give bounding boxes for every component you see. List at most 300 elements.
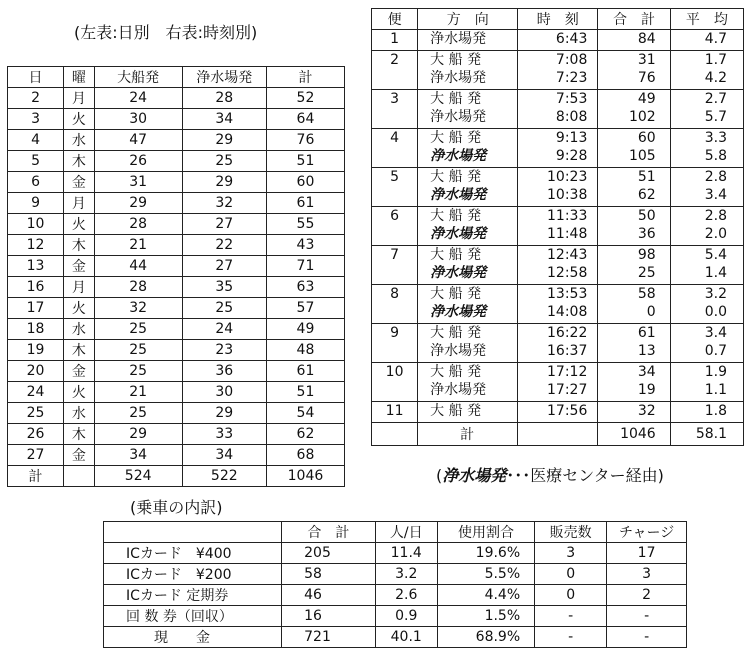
hourly-cell-dir	[418, 30, 518, 51]
hourly-row	[372, 51, 744, 90]
hourly-cell-avg	[670, 90, 743, 129]
breakdown-cell-ratio: 5.5%	[437, 564, 534, 585]
hourly-bin-number: 1	[390, 31, 400, 47]
daily-cell-weekday: 火	[64, 109, 95, 130]
daily-cell-ofuna: 34	[94, 445, 182, 466]
hourly-total-label: 計	[418, 423, 518, 446]
hourly-time: 17:56	[547, 403, 588, 419]
daily-row	[8, 88, 345, 109]
hourly-cell-bin	[372, 246, 418, 285]
daily-cell-jyosui: 27	[182, 214, 266, 235]
breakdown-cell-charge: -	[607, 627, 687, 648]
daily-cell-day: 2	[8, 88, 64, 109]
hourly-time: 13:53	[547, 286, 588, 302]
breakdown-cell-charge: 3	[607, 564, 687, 585]
daily-cell-weekday: 木	[64, 424, 95, 445]
daily-cell-jyosui: 25	[182, 151, 266, 172]
daily-header-row	[8, 67, 345, 88]
hourly-average: 5.4	[704, 247, 727, 263]
daily-cell-day: 26	[8, 424, 64, 445]
daily-cell-ofuna: 21	[94, 382, 182, 403]
hourly-cell-sum	[598, 363, 670, 402]
breakdown-row	[104, 606, 687, 627]
daily-cell-jyosui: 27	[182, 256, 266, 277]
hourly-direction: 大 船 発	[430, 91, 482, 107]
breakdown-cell-ratio: 19.6%	[437, 543, 534, 564]
daily-cell-weekday: 月	[64, 277, 95, 298]
daily-cell-total: 52	[266, 88, 344, 109]
daily-row	[8, 277, 345, 298]
hourly-sum: 50	[637, 208, 656, 224]
daily-cell-ofuna: 28	[94, 277, 182, 298]
daily-cell-jyosui: 30	[182, 382, 266, 403]
hourly-cell-avg	[670, 207, 743, 246]
daily-cell-ofuna: 25	[94, 361, 182, 382]
daily-cell-jyosui: 23	[182, 340, 266, 361]
hourly-cell-avg	[670, 246, 743, 285]
hourly-cell-dir	[418, 246, 518, 285]
daily-cell-jyosui: 35	[182, 277, 266, 298]
hourly-cell-bin	[372, 51, 418, 90]
hourly-sum: 61	[637, 325, 656, 341]
hourly-direction: 浄水場発	[430, 304, 487, 320]
daily-cell-weekday: 金	[64, 361, 95, 382]
hourly-cell-time	[518, 402, 598, 423]
daily-cell-day: 3	[8, 109, 64, 130]
breakdown-cell-per-day: 3.2	[375, 564, 437, 585]
daily-cell-jyosui: 32	[182, 193, 266, 214]
hourly-direction: 浄水場発	[430, 148, 487, 164]
daily-cell-total: 51	[266, 151, 344, 172]
daily-cell-ofuna: 47	[94, 130, 182, 151]
daily-row	[8, 382, 345, 403]
route-note	[436, 463, 664, 486]
hourly-cell-dir	[418, 402, 518, 423]
hourly-direction: 浄水場発	[430, 343, 487, 359]
hourly-cell-dir	[418, 51, 518, 90]
hourly-total-row	[372, 423, 744, 446]
hourly-direction: 浄水場発	[430, 265, 487, 281]
daily-cell-total: 76	[266, 130, 344, 151]
hourly-average: 5.8	[704, 148, 727, 164]
hourly-cell-avg	[670, 129, 743, 168]
daily-cell-total: 63	[266, 277, 344, 298]
hourly-average: 3.4	[704, 187, 727, 203]
daily-row	[8, 151, 345, 172]
hourly-cell-avg	[670, 402, 743, 423]
hourly-cell-bin	[372, 324, 418, 363]
hourly-direction: 大 船 発	[430, 52, 482, 68]
daily-cell-weekday: 木	[64, 235, 95, 256]
hourly-cell-sum	[598, 207, 670, 246]
daily-cell-total: 57	[266, 298, 344, 319]
daily-row	[8, 340, 345, 361]
breakdown-cell-charge: 2	[607, 585, 687, 606]
hourly-average: 0.7	[704, 343, 727, 359]
hourly-cell-sum	[598, 402, 670, 423]
hourly-time: 8:08	[555, 109, 588, 125]
breakdown-header-blank	[104, 522, 282, 543]
daily-cell-jyosui: 22	[182, 235, 266, 256]
breakdown-cell-charge: -	[607, 606, 687, 627]
breakdown-cell-label: 回 数 券（回収）	[104, 606, 282, 627]
breakdown-header-per-day: 人/日	[375, 522, 437, 543]
daily-cell-day: 12	[8, 235, 64, 256]
daily-total-jyosui: 522	[182, 466, 266, 487]
hourly-bin-number: 11	[385, 403, 404, 419]
breakdown-cell-total: 46	[282, 585, 376, 606]
daily-header-day: 日	[8, 67, 64, 88]
hourly-average: 1.9	[704, 364, 727, 380]
daily-cell-jyosui: 24	[182, 319, 266, 340]
hourly-row	[372, 168, 744, 207]
hourly-bin-number: 6	[390, 208, 400, 224]
hourly-header-sum: 合 計	[598, 9, 670, 30]
daily-cell-day: 19	[8, 340, 64, 361]
hourly-cell-sum	[598, 129, 670, 168]
daily-cell-weekday: 水	[64, 130, 95, 151]
daily-cell-total: 51	[266, 382, 344, 403]
hourly-direction: 浄水場発	[430, 109, 487, 125]
daily-cell-weekday: 金	[64, 172, 95, 193]
hourly-cell-sum	[598, 168, 670, 207]
hourly-cell-dir	[418, 285, 518, 324]
daily-cell-weekday: 木	[64, 340, 95, 361]
breakdown-body	[104, 543, 687, 648]
hourly-direction: 大 船 発	[430, 130, 482, 146]
daily-cell-total: 55	[266, 214, 344, 235]
breakdown-cell-charge: 17	[607, 543, 687, 564]
hourly-average: 3.4	[704, 325, 727, 341]
hourly-sum: 34	[637, 364, 656, 380]
hourly-direction: 浄水場発	[430, 382, 487, 398]
hourly-sum: 60	[637, 130, 656, 146]
hourly-direction: 大 船 発	[430, 286, 482, 302]
hourly-direction: 浄水場発	[430, 226, 487, 242]
hourly-time: 7:08	[555, 52, 588, 68]
hourly-time: 16:22	[547, 325, 588, 341]
daily-cell-total: 68	[266, 445, 344, 466]
daily-header-weekday: 曜	[64, 67, 95, 88]
daily-row	[8, 172, 345, 193]
hourly-sum: 49	[637, 91, 656, 107]
daily-cell-day: 17	[8, 298, 64, 319]
daily-total-ofuna: 524	[94, 466, 182, 487]
hourly-cell-bin	[372, 30, 418, 51]
hourly-cell-sum	[598, 324, 670, 363]
daily-cell-day: 18	[8, 319, 64, 340]
hourly-cell-dir	[418, 90, 518, 129]
hourly-time: 9:28	[555, 148, 588, 164]
daily-cell-ofuna: 24	[94, 88, 182, 109]
hourly-bin-number: 10	[385, 364, 404, 380]
hourly-time: 14:08	[547, 304, 588, 320]
hourly-sum: 25	[637, 265, 656, 281]
daily-cell-weekday: 金	[64, 256, 95, 277]
hourly-sum: 98	[637, 247, 656, 263]
hourly-sum: 62	[637, 187, 656, 203]
hourly-sum: 0	[646, 304, 656, 320]
hourly-cell-bin	[372, 285, 418, 324]
hourly-cell-time	[518, 324, 598, 363]
hourly-cell-time	[518, 168, 598, 207]
hourly-cell-avg	[670, 363, 743, 402]
hourly-header-average: 平 均	[670, 9, 743, 30]
hourly-time: 12:43	[547, 247, 588, 263]
hourly-cell-sum	[598, 285, 670, 324]
hourly-sum: 32	[637, 403, 656, 419]
daily-cell-day: 13	[8, 256, 64, 277]
daily-cell-jyosui: 29	[182, 130, 266, 151]
daily-row	[8, 319, 345, 340]
hourly-average: 4.7	[704, 31, 727, 47]
daily-cell-ofuna: 25	[94, 319, 182, 340]
breakdown-cell-total: 721	[282, 627, 376, 648]
breakdown-cell-total: 58	[282, 564, 376, 585]
hourly-cell-time	[518, 51, 598, 90]
hourly-row	[372, 285, 744, 324]
hourly-bin-number: 4	[390, 130, 400, 146]
daily-total-row	[8, 466, 345, 487]
hourly-direction: 大 船 発	[430, 325, 482, 341]
breakdown-row	[104, 543, 687, 564]
hourly-time: 17:27	[547, 382, 588, 398]
hourly-total-average: 58.1	[670, 423, 743, 446]
breakdown-cell-label: ICカード ¥400	[104, 543, 282, 564]
daily-row	[8, 214, 345, 235]
hourly-direction: 浄水場発	[430, 70, 487, 86]
hourly-time: 9:13	[555, 130, 588, 146]
hourly-body	[372, 30, 744, 423]
breakdown-cell-per-day: 11.4	[375, 543, 437, 564]
hourly-total-time	[518, 423, 598, 446]
hourly-row	[372, 246, 744, 285]
hourly-total-sum: 1046	[598, 423, 670, 446]
hourly-cell-sum	[598, 30, 670, 51]
daily-cell-jyosui: 29	[182, 403, 266, 424]
daily-cell-day: 10	[8, 214, 64, 235]
daily-cell-day: 25	[8, 403, 64, 424]
hourly-direction: 大 船 発	[430, 208, 482, 224]
daily-cell-weekday: 火	[64, 298, 95, 319]
hourly-cell-sum	[598, 246, 670, 285]
daily-row	[8, 256, 345, 277]
hourly-time: 17:12	[547, 364, 588, 380]
breakdown-cell-sold: 0	[535, 585, 607, 606]
hourly-time: 11:33	[547, 208, 588, 224]
daily-cell-day: 5	[8, 151, 64, 172]
hourly-time: 6:43	[555, 31, 588, 47]
hourly-bin-number: 2	[390, 52, 400, 68]
daily-cell-ofuna: 32	[94, 298, 182, 319]
hourly-cell-time	[518, 30, 598, 51]
daily-cell-ofuna: 21	[94, 235, 182, 256]
breakdown-cell-per-day: 2.6	[375, 585, 437, 606]
hourly-row	[372, 207, 744, 246]
hourly-sum: 51	[637, 169, 656, 185]
breakdown-cell-sold: 3	[535, 543, 607, 564]
daily-cell-weekday: 月	[64, 88, 95, 109]
hourly-row	[372, 324, 744, 363]
daily-cell-total: 54	[266, 403, 344, 424]
hourly-cell-avg	[670, 285, 743, 324]
hourly-bin-number: 5	[390, 169, 400, 185]
daily-row	[8, 445, 345, 466]
breakdown-row	[104, 627, 687, 648]
daily-cell-total: 61	[266, 361, 344, 382]
breakdown-cell-sold: 0	[535, 564, 607, 585]
hourly-cell-dir	[418, 207, 518, 246]
breakdown-cell-sold: -	[535, 606, 607, 627]
hourly-time: 7:23	[555, 70, 588, 86]
hourly-cell-bin	[372, 402, 418, 423]
hourly-header-direction: 方 向	[418, 9, 518, 30]
hourly-cell-bin	[372, 129, 418, 168]
breakdown-title: (乗車の内訳)	[130, 498, 223, 517]
hourly-average: 2.8	[704, 169, 727, 185]
hourly-cell-dir	[418, 168, 518, 207]
hourly-bin-number: 3	[390, 91, 400, 107]
hourly-average: 1.1	[704, 382, 727, 398]
hourly-cell-sum	[598, 90, 670, 129]
daily-header-jyosui: 浄水場発	[182, 67, 266, 88]
daily-row	[8, 235, 345, 256]
hourly-header-bin: 便	[372, 9, 418, 30]
hourly-average: 0.0	[704, 304, 727, 320]
daily-cell-ofuna: 30	[94, 109, 182, 130]
daily-cell-day: 4	[8, 130, 64, 151]
daily-cell-ofuna: 31	[94, 172, 182, 193]
daily-cell-jyosui: 36	[182, 361, 266, 382]
hourly-sum: 36	[637, 226, 656, 242]
breakdown-row	[104, 585, 687, 606]
hourly-total-bin	[372, 423, 418, 446]
hourly-cell-dir	[418, 363, 518, 402]
daily-header-total: 計	[266, 67, 344, 88]
hourly-time: 12:58	[547, 265, 588, 281]
daily-cell-ofuna: 44	[94, 256, 182, 277]
daily-cell-jyosui: 33	[182, 424, 266, 445]
hourly-bin-number: 8	[390, 286, 400, 302]
breakdown-table	[103, 521, 687, 648]
hourly-time: 10:23	[547, 169, 588, 185]
hourly-row	[372, 363, 744, 402]
daily-cell-jyosui: 28	[182, 88, 266, 109]
daily-cell-weekday: 水	[64, 319, 95, 340]
hourly-direction: 浄水場発	[430, 187, 487, 203]
breakdown-cell-sold: -	[535, 627, 607, 648]
hourly-sum: 31	[637, 52, 656, 68]
hourly-average: 2.7	[704, 91, 727, 107]
hourly-row	[372, 30, 744, 51]
daily-cell-total: 49	[266, 319, 344, 340]
hourly-bin-number: 7	[390, 247, 400, 263]
route-note-italic: 浄水場発	[442, 466, 507, 485]
hourly-cell-avg	[670, 324, 743, 363]
daily-cell-ofuna: 26	[94, 151, 182, 172]
hourly-cell-bin	[372, 90, 418, 129]
daily-row	[8, 298, 345, 319]
hourly-direction: 浄水場発	[430, 31, 487, 47]
daily-cell-total: 64	[266, 109, 344, 130]
daily-cell-day: 27	[8, 445, 64, 466]
hourly-header-row	[372, 9, 744, 30]
daily-cell-total: 61	[266, 193, 344, 214]
hourly-cell-bin	[372, 207, 418, 246]
daily-cell-ofuna: 29	[94, 193, 182, 214]
breakdown-row	[104, 564, 687, 585]
hourly-sum: 102	[628, 109, 656, 125]
hourly-sum: 105	[628, 148, 656, 164]
breakdown-header-ratio: 使用割合	[437, 522, 534, 543]
daily-row	[8, 361, 345, 382]
daily-cell-weekday: 火	[64, 214, 95, 235]
hourly-direction: 大 船 発	[430, 403, 482, 419]
daily-row	[8, 424, 345, 445]
hourly-cell-time	[518, 90, 598, 129]
hourly-table	[371, 8, 744, 446]
breakdown-cell-ratio: 68.9%	[437, 627, 534, 648]
hourly-cell-avg	[670, 30, 743, 51]
breakdown-cell-ratio: 4.4%	[437, 585, 534, 606]
breakdown-cell-total: 16	[282, 606, 376, 627]
hourly-cell-time	[518, 207, 598, 246]
daily-total-label: 計	[8, 466, 64, 487]
hourly-average: 3.2	[704, 286, 727, 302]
daily-cell-total: 71	[266, 256, 344, 277]
hourly-time: 10:38	[547, 187, 588, 203]
route-note-rest: ･･･医療センター経由)	[506, 466, 664, 485]
daily-cell-weekday: 火	[64, 382, 95, 403]
daily-cell-total: 60	[266, 172, 344, 193]
breakdown-cell-label: ICカード ¥200	[104, 564, 282, 585]
daily-cell-day: 20	[8, 361, 64, 382]
daily-cell-total: 62	[266, 424, 344, 445]
hourly-direction: 大 船 発	[430, 169, 482, 185]
breakdown-header-charge: チャージ	[607, 522, 687, 543]
hourly-sum: 84	[637, 31, 656, 47]
hourly-sum: 19	[637, 382, 656, 398]
route-note-open: (	[436, 466, 443, 485]
daily-cell-jyosui: 34	[182, 109, 266, 130]
hourly-average: 1.4	[704, 265, 727, 281]
hourly-average: 5.7	[704, 109, 727, 125]
hourly-sum: 13	[637, 343, 656, 359]
breakdown-cell-per-day: 0.9	[375, 606, 437, 627]
daily-row	[8, 109, 345, 130]
hourly-cell-time	[518, 246, 598, 285]
daily-cell-day: 6	[8, 172, 64, 193]
breakdown-cell-total: 205	[282, 543, 376, 564]
daily-row	[8, 193, 345, 214]
breakdown-cell-ratio: 1.5%	[437, 606, 534, 627]
hourly-row	[372, 90, 744, 129]
daily-cell-ofuna: 29	[94, 424, 182, 445]
breakdown-header-total: 合 計	[282, 522, 376, 543]
tables-caption: (左表:日別 右表:時刻別)	[74, 23, 258, 42]
daily-cell-jyosui: 29	[182, 172, 266, 193]
hourly-bin-number: 9	[390, 325, 400, 341]
hourly-cell-avg	[670, 168, 743, 207]
daily-cell-weekday: 木	[64, 151, 95, 172]
hourly-direction: 大 船 発	[430, 247, 482, 263]
hourly-cell-dir	[418, 129, 518, 168]
daily-total-weekday	[64, 466, 95, 487]
hourly-row	[372, 402, 744, 423]
hourly-sum: 58	[637, 286, 656, 302]
hourly-average: 4.2	[704, 70, 727, 86]
daily-table	[7, 66, 345, 487]
